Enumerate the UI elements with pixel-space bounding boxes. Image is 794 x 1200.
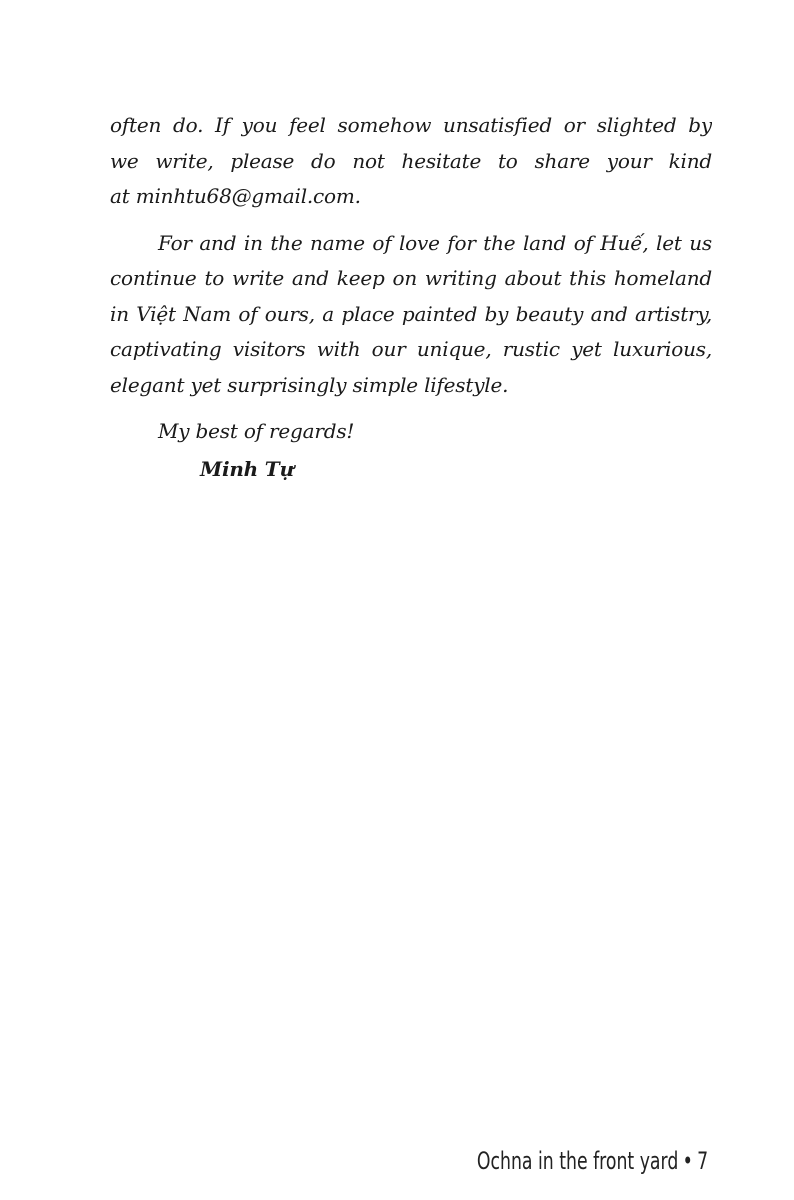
paragraph-1-line-2: we write, please do not hesitate to share your kind xyxy=(110,148,712,173)
running-title: Ochna in the front yard xyxy=(476,1147,679,1175)
body-text xyxy=(110,108,712,487)
author-signature: Minh Tự xyxy=(200,456,294,481)
paragraph-2-line-5: elegant yet surprisingly simple lifestyle. xyxy=(110,372,509,397)
paragraph-2-line-2: continue to write and keep on writing about this homeland xyxy=(110,266,712,290)
footer-separator: • xyxy=(682,1147,693,1175)
page-footer xyxy=(477,1146,708,1176)
closing-line: My best of regards! xyxy=(158,419,355,443)
paragraph-2-line-4: captivating visitors with our unique, rustic yet luxurious, xyxy=(110,337,712,361)
paragraph-2-line-3: in Việt Nam of ours, a place painted by beauty and artistry, xyxy=(110,301,712,326)
paragraph-2-line-1: For and in the name of love for the land of Huế, let us xyxy=(158,230,712,255)
paragraph-1-line-3: at minhtu68@gmail.com. xyxy=(110,184,361,208)
page-number: 7 xyxy=(696,1147,708,1175)
paragraph-1-line-1: often do. If you feel somehow unsatisfied or slighted by xyxy=(110,113,712,137)
